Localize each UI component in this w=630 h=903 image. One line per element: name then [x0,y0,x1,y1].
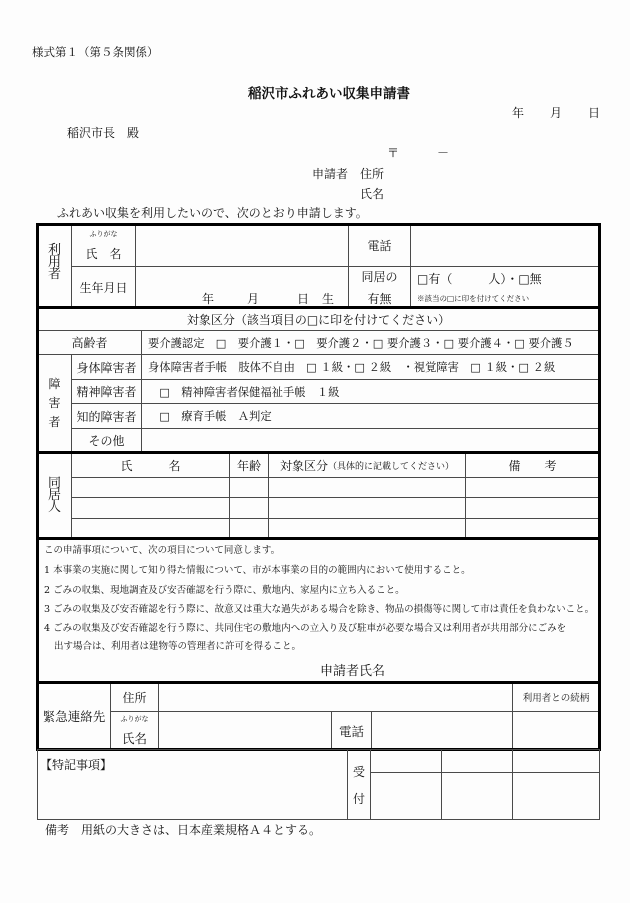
receipt-cell[interactable] [370,749,442,773]
cohabitant-name-field[interactable] [71,518,230,539]
receipt-stamp-cell[interactable] [441,772,513,820]
section-divider [36,681,601,684]
emergency-address-field[interactable] [158,682,513,712]
footer-remark: 備考 用紙の大きさは、日本産業規格Ａ４とする。 [45,823,322,837]
user-name-field[interactable] [135,224,349,267]
date-year-label: 年 [512,106,525,120]
emergency-furigana-label: ふりがな [120,715,149,723]
disabled-section-label-cell [37,354,72,453]
other-disability-field[interactable] [141,428,600,453]
user-section-label-cell [37,224,72,308]
cohabitant-col-name: 氏 名 [71,452,230,478]
cohabitant-remarks-field[interactable] [465,518,600,539]
receipt-label-2: 付 [352,791,365,806]
postal-mark: 〒 [387,146,400,160]
cohabitant-presence-note: ※該当の□に印を付けてください [417,294,530,303]
consent-item-3: 3 ごみの収集及び安否確認を行う際に、故意又は重大な過失がある場合を除き、物品の損傷等に関して市は責任を負わないこと。 [44,604,595,615]
mental-disability-checkbox[interactable]: □ 精神障害者保健福祉手帳 １級 [141,379,600,404]
section-divider [36,451,601,454]
birth-suffix-label: 生 [322,292,335,306]
consent-item-1: 1 本事業の実施に関して知り得た情報について、市が本事業の目的の範囲内において使用すること。 [44,565,471,576]
consent-item-2: 2 ごみの収集、現地調査及び安否確認を行う際に、敷地内、家屋内に立ち入ること。 [44,585,405,596]
physical-disability-label: 身体障害者 [71,354,142,380]
elderly-label: 高齢者 [37,330,142,355]
intellectual-disability-checkbox[interactable]: □ 療育手帳 Ａ判定 [141,403,600,429]
user-furigana-label: ふりがな [89,230,118,238]
elderly-care-level-checkboxes[interactable]: 要介護認定 □ 要介護１・□ 要介護２・□ 要介護３・□ 要介護４・□ 要介護５ [141,330,600,355]
applicant-label: 申請者 [312,167,349,181]
cohabitant-presence-checkboxes[interactable]: □有（ 人）・□無 [417,272,542,286]
user-phone-field[interactable] [410,224,600,267]
frame-right-border [598,223,601,751]
cohabitant-presence-field[interactable] [410,266,600,308]
disabled-section-label: 障害者 [48,377,61,429]
cohabitant-presence-label-2: 有無 [367,291,392,306]
receipt-cell[interactable] [512,749,600,773]
applicant-name-label: 氏名 [360,187,385,201]
cohabitant-category-field[interactable] [268,497,466,519]
cohabitant-remarks-field[interactable] [465,477,600,498]
cohabitant-age-field[interactable] [229,518,269,539]
user-birthdate-label: 生年月日 [71,266,136,308]
birth-month-label: 月 [247,292,260,306]
mental-disability-label: 精神障害者 [71,379,142,404]
other-disability-label: その他 [71,428,142,453]
special-notes-field[interactable] [37,749,348,820]
cohabitant-col-age: 年齢 [229,452,269,478]
cohabitant-presence-label-cell [348,266,411,308]
emergency-phone-field[interactable] [371,711,513,750]
cohabitant-col-category-label: 対象区分 [279,458,328,473]
cohabitant-category-field[interactable] [268,477,466,498]
category-header: 対象区分（該当項目の□に印を付けてください） [37,307,600,331]
birth-year-label: 年 [202,292,215,306]
intellectual-disability-label: 知的障害者 [71,403,142,429]
relation-to-user-field[interactable] [512,711,600,750]
cohabitant-remarks-field[interactable] [465,497,600,519]
addressee: 稲沢市長 殿 [67,126,140,140]
cohabitant-col-remarks: 備 考 [465,452,600,478]
user-name-label: 氏 名 [85,247,122,261]
intro-text: ふれあい収集を利用したいので、次のとおり申請します。 [57,206,368,220]
emergency-address-label: 住所 [110,682,159,712]
birth-day-label: 日 [297,292,310,306]
receipt-cell[interactable] [441,749,513,773]
cohabitant-section-label: 同居人 [48,475,62,515]
page-title: 稲沢市ふれあい収集申請書 [248,86,410,102]
user-name-label-cell [71,224,136,267]
emergency-phone-label: 電話 [331,711,372,750]
cohabitant-section-label-cell [37,452,72,539]
emergency-name-field[interactable] [158,711,332,750]
physical-disability-checkboxes[interactable]: 身体障害者手帳 肢体不自由 □ １級・□ ２級 ・視覚障害 □ １級・□ ２級 [141,354,600,380]
user-birthdate-field[interactable] [135,266,349,308]
frame-left-border [36,223,39,751]
section-divider [36,306,601,309]
applicant-signature-label: 申請者氏名 [320,664,386,679]
consent-item-4-cont: 出す場合は、利用者は建物等の管理者に許可を得ること。 [54,641,302,652]
applicant-address-label: 住所 [360,167,385,181]
relation-to-user-label: 利用者との続柄 [512,682,600,712]
cohabitant-age-field[interactable] [229,497,269,519]
emergency-name-label-cell [110,711,159,750]
receipt-label-1: 受 [352,764,365,779]
form-number: 様式第１（第５条関係） [32,45,159,59]
consent-intro: この申請事項について、次の項目について同意します。 [44,545,281,556]
cohabitant-category-field[interactable] [268,518,466,539]
cohabitant-col-category-hint: （具体的に記載してください） [328,461,455,472]
cohabitant-name-field[interactable] [71,477,230,498]
consent-item-4: 4 ごみの収集及び安否確認を行う際に、共同住宅の敷地内への立入り及び駐車が必要な場合又は利用者が共用部分にごみを [44,623,567,634]
date-day-label: 日 [588,106,601,120]
user-section-label: 利用者 [48,243,62,282]
receipt-label-cell [347,749,371,820]
postal-dash: － [437,146,450,160]
cohabitant-col-category [268,452,466,478]
receipt-stamp-cell[interactable] [512,772,600,820]
date-month-label: 月 [550,106,563,120]
cohabitant-age-field[interactable] [229,477,269,498]
cohabitant-presence-label-1: 同居の [361,269,398,284]
special-notes-label: 【特記事項】 [40,758,113,772]
section-divider [36,537,601,540]
emergency-contact-label: 緊急連絡先 [37,682,111,750]
emergency-name-label: 氏名 [121,731,147,746]
user-phone-label: 電話 [348,224,411,267]
cohabitant-name-field[interactable] [71,497,230,519]
frame-top-border [36,223,601,226]
receipt-stamp-cell[interactable] [370,772,442,820]
